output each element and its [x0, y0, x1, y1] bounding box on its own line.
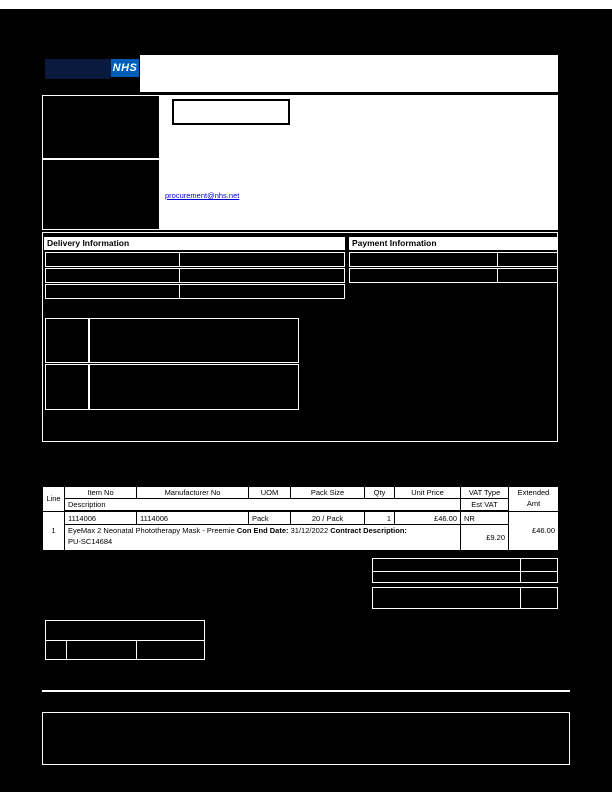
- col-header-pack-size: Pack Size: [291, 487, 365, 499]
- brand-redaction-bar: [45, 59, 111, 79]
- col-header-qty: Qty: [365, 487, 395, 499]
- col-header-unit-price: Unit Price: [395, 487, 461, 499]
- item-row-qty: 1: [365, 511, 395, 524]
- line-items-table: [42, 486, 559, 551]
- payment-cell-r2c2: [497, 268, 558, 283]
- item-row-item-no: 1114006: [65, 511, 137, 524]
- address-label-2-redacted: [45, 364, 89, 410]
- footer-text-box-redacted: [42, 712, 570, 765]
- address-content-1-redacted: [89, 318, 299, 363]
- payment-cell-r2c1: [349, 268, 498, 283]
- form-label-cell-redacted-2: [42, 159, 160, 230]
- col-header-line: Line: [43, 487, 65, 512]
- summary-mini-table: [45, 620, 205, 660]
- page-top-margin: [0, 0, 612, 9]
- footer-divider-line: [42, 690, 570, 692]
- item-description-text: EyeMax 2 Neonatal Phototherapy Mask - Preemie: [68, 526, 235, 536]
- payment-information-header: Payment Information: [349, 237, 557, 250]
- con-end-date-label: Con End Date:: [236, 526, 289, 536]
- col-header-item-no: Item No: [65, 487, 137, 499]
- mini-table-row-divider: [46, 640, 204, 641]
- col-header-manufacturer-no: Manufacturer No: [137, 487, 249, 499]
- mini-table-col-divider-1: [66, 640, 67, 659]
- address-content-2-redacted: [89, 364, 299, 410]
- item-row-vat-type: NR: [461, 511, 509, 524]
- payment-cell-r1c2: [497, 252, 558, 267]
- delivery-cell-r1c1: [45, 252, 180, 267]
- col-header-uom: UOM: [249, 487, 291, 499]
- address-label-1-redacted: [45, 318, 89, 363]
- header-white-area: [140, 55, 558, 92]
- col-header-vat-type: VAT Type: [461, 487, 509, 499]
- totals-box-1: [372, 558, 558, 583]
- item-row-manufacturer-no: 1114006: [137, 511, 249, 524]
- form-value-cell-2: [160, 159, 295, 230]
- delivery-cell-r1c2: [179, 252, 345, 267]
- form-label-cell-redacted-1: [42, 95, 160, 159]
- totals-box-2: [372, 587, 558, 609]
- delivery-cell-r2c2: [179, 268, 345, 283]
- item-row-est-vat: £9.20: [461, 524, 509, 550]
- item-row-unit-price: £46.00: [395, 511, 461, 524]
- contract-description-label: Contract Description:: [330, 526, 407, 536]
- form-right-area-1: [295, 95, 558, 159]
- contract-description-value: PU-SC14684: [68, 537, 113, 547]
- item-row-line-no: 1: [43, 511, 65, 550]
- payment-cell-r1c1: [349, 252, 498, 267]
- delivery-information-header: Delivery Information: [44, 237, 345, 250]
- con-end-date-value: 31/12/2022: [290, 526, 329, 536]
- po-number-box: [172, 99, 290, 125]
- col-header-description: Description: [65, 499, 461, 512]
- delivery-cell-r2c1: [45, 268, 180, 283]
- mini-table-col-divider-2: [136, 640, 137, 659]
- contact-email-link[interactable]: procurement@nhs.net: [165, 191, 240, 200]
- delivery-cell-r3c2: [179, 284, 345, 299]
- nhs-logo: NHS: [111, 59, 139, 77]
- item-row-description: [65, 524, 461, 550]
- totals-box-1-row-divider: [373, 571, 557, 572]
- form-right-area-2: [295, 159, 558, 230]
- item-row-pack-size: 20 / Pack: [291, 511, 365, 524]
- item-row-extended-amt: £46.00: [509, 511, 559, 550]
- totals-box-2-divider: [520, 588, 521, 608]
- col-header-est-vat: Est VAT: [461, 499, 509, 512]
- delivery-cell-r3c1: [45, 284, 180, 299]
- item-row-uom: Pack: [249, 511, 291, 524]
- col-header-extended-amt: Extended Amt: [509, 487, 559, 512]
